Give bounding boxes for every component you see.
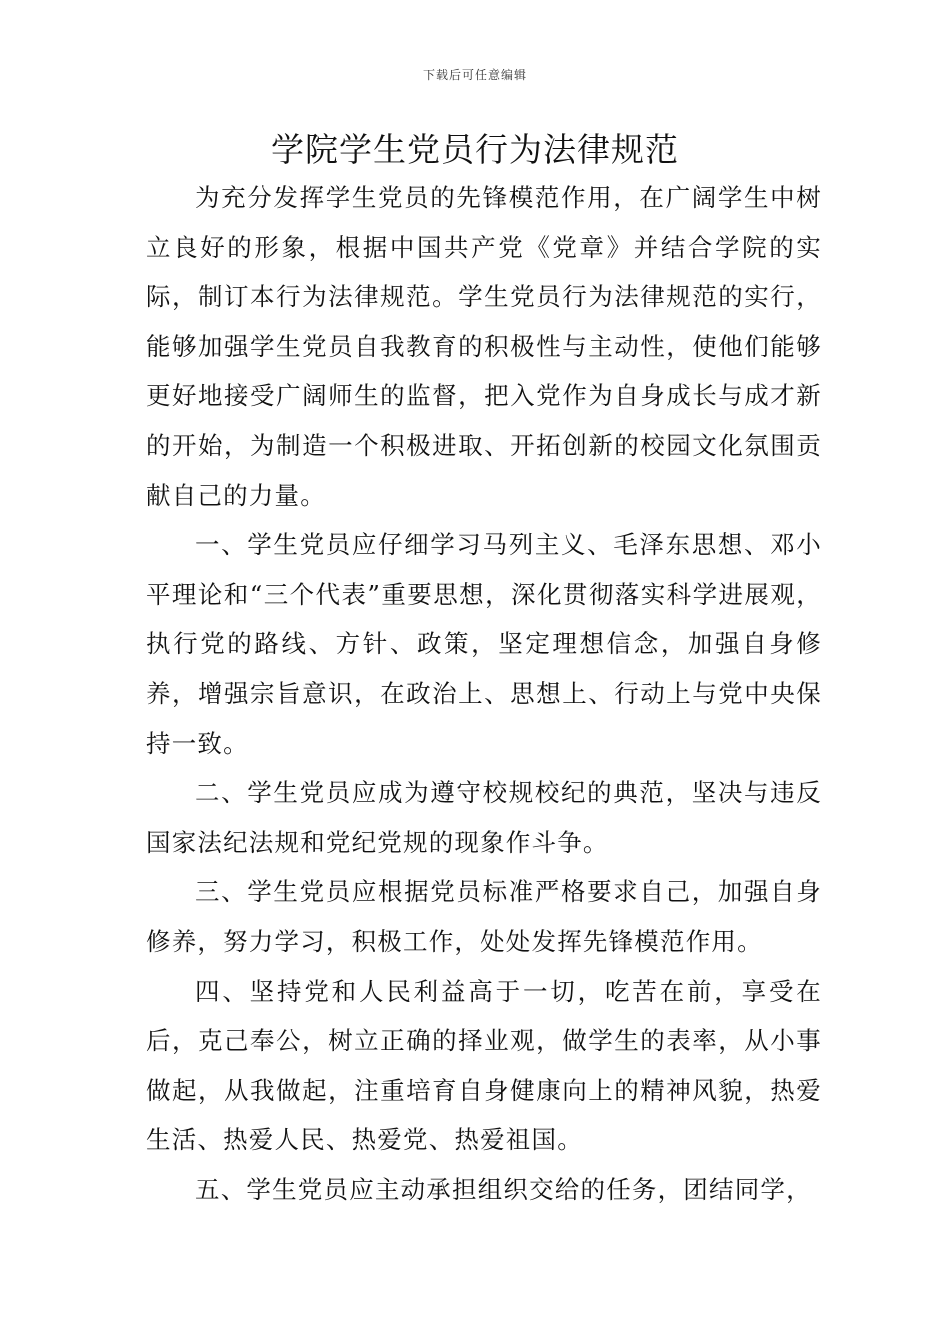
header-note: 下载后可任意编辑 xyxy=(422,68,527,82)
clause-5-paragraph: 五、学生党员应主动承担组织交给的任务，团结同学， xyxy=(195,1174,812,1204)
document-body xyxy=(146,173,822,1214)
clause-2-paragraph: 二、学生党员应成为遵守校规校纪的典范，坚决与违反国家法纪法规和党纪党规的现象作斗争。 xyxy=(146,778,822,857)
document-title: 学院学生党员行为法律规范 xyxy=(271,130,679,169)
intro-paragraph: 为充分发挥学生党员的先锋模范作用，在广阔学生中树立良好的形象，根据中国共产党《党章》并结合学院的实际，制订本行为法律规范。学生党员行为法律规范的实行，能够加强学生党员自我教育的积极性与主动性，使他们能够更好地接受广阔师生的监督，把入党作为自身成长与成才新的开始，为制造一个积极进取、开拓创新的校园文化氛围贡献自己的力量。 xyxy=(146,183,822,510)
clause-3-paragraph: 三、学生党员应根据党员标准严格要求自己，加强自身修养，努力学习，积极工作，处处发挥先锋模范作用。 xyxy=(146,877,822,956)
clause-4-paragraph: 四、坚持党和人民利益高于一切，吃苦在前，享受在后，克己奉公，树立正确的择业观，做学生的表率，从小事做起，从我做起，注重培育自身健康向上的精神风貌，热爱生活、热爱人民、热爱党、热爱祖国。 xyxy=(146,976,822,1155)
clause-1-paragraph: 一、学生党员应仔细学习马列主义、毛泽东思想、邓小平理论和“三个代表”重要思想，深化贯彻落实科学进展观，执行党的路线、方针、政策，坚定理想信念，加强自身修养，增强宗旨意识，在政治上、思想上、行动上与党中央保持一致。 xyxy=(146,530,822,758)
